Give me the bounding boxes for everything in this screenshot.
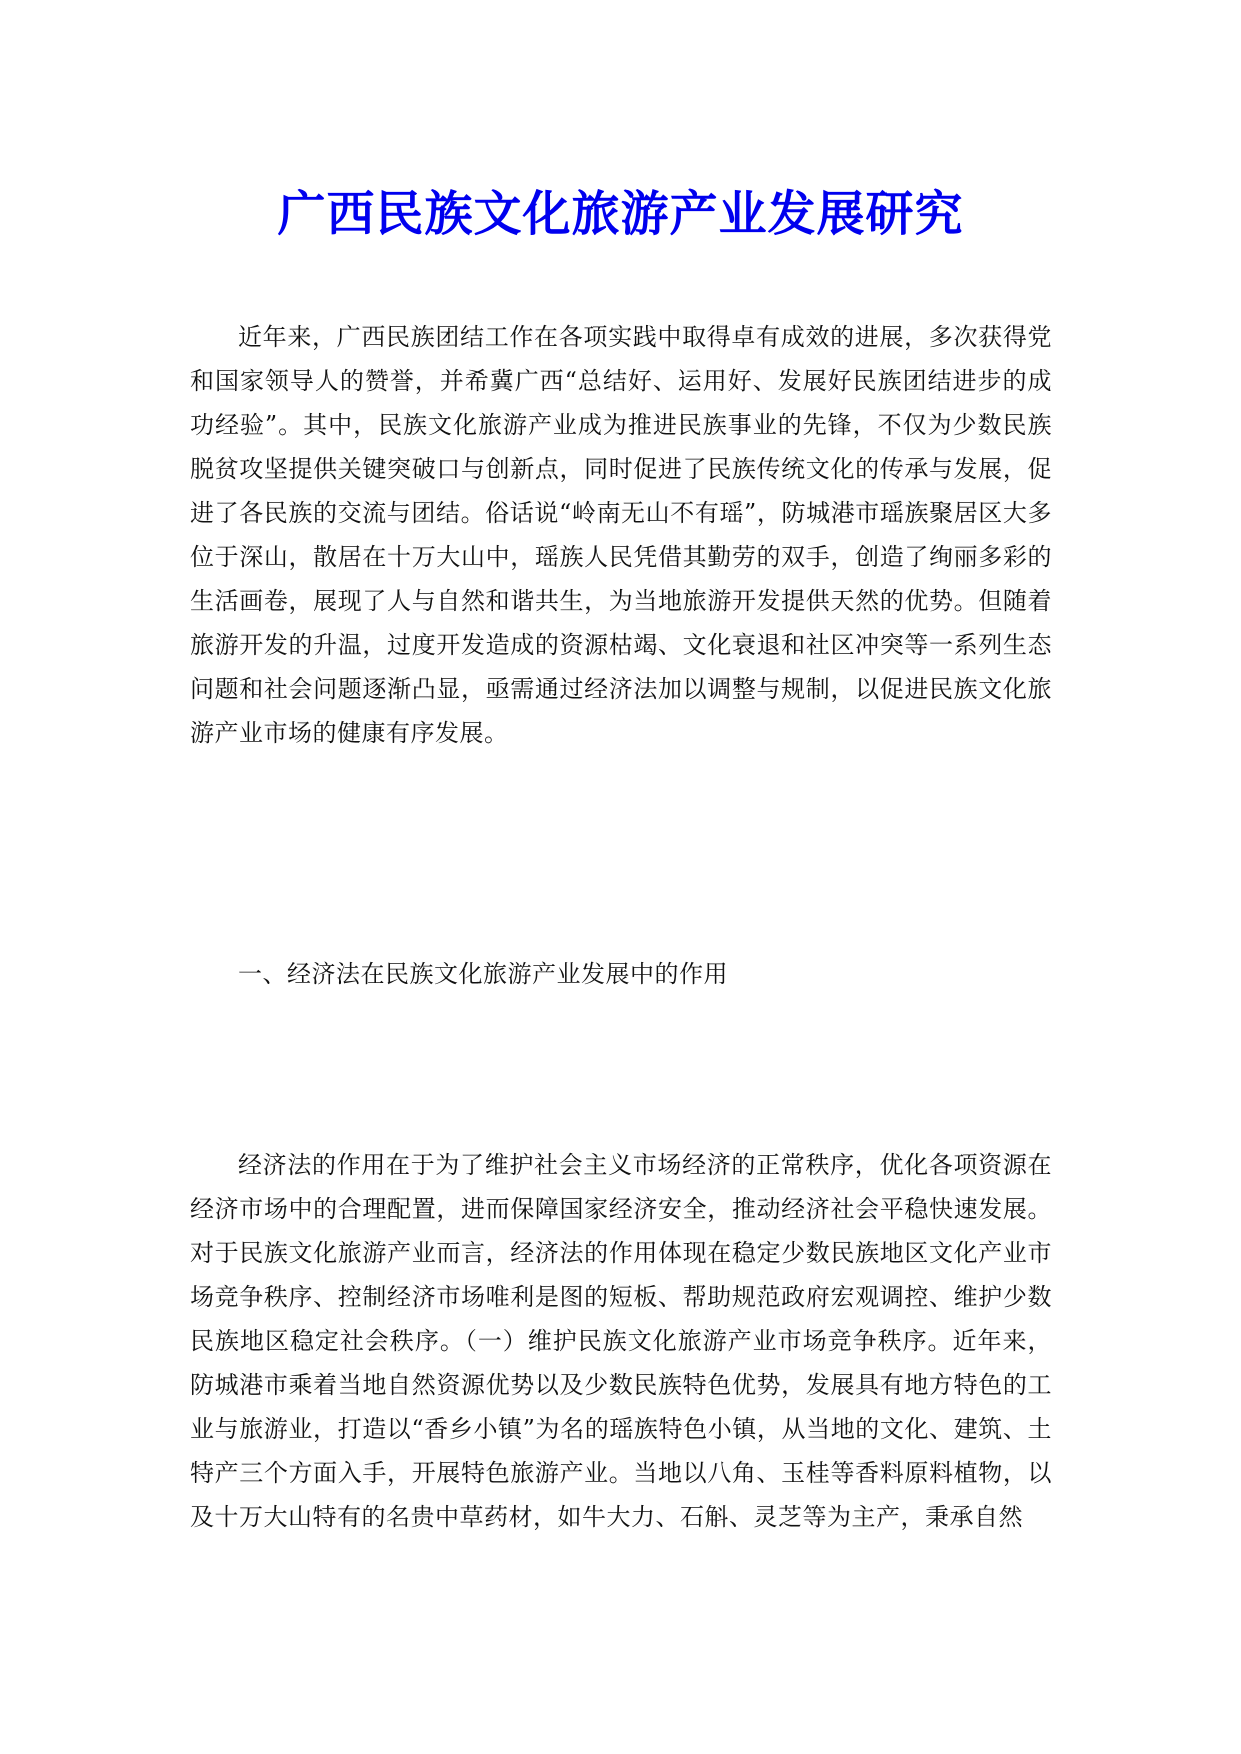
- intro-paragraph: 近年来，广西民族团结工作在各项实践中取得卓有成效的进展，多次获得党和国家领导人的赞誉，并希冀广西“总结好、运用好、发展好民族团结进步的成功经验”。其中，民族文化旅游产业成为推进民族事业的先锋，不仅为少数民族脱贫攻坚提供关键突破口与创新点，同时促进了民族传统文化的传承与发展，促进了各民族的交流与团结。俗话说“岭南无山不有瑶”，防城港市瑶族聚居区大多位于深山，散居在十万大山中，瑶族人民凭借其勤劳的双手，创造了绚丽多彩的生活画卷，展现了人与自然和谐共生，为当地旅游开发提供天然的优势。但随着旅游开发的升温，过度开发造成的资源枯竭、文化衰退和社区冲突等一系列生态问题和社会问题逐渐凸显，亟需通过经济法加以调整与规制，以促进民族文化旅游产业市场的健康有序发展。: [190, 323, 1052, 747]
- section-heading: 一、经济法在民族文化旅游产业发展中的作用: [238, 960, 728, 988]
- section-body-paragraph: 经济法的作用在于为了维护社会主义市场经济的正常秩序，优化各项资源在经济市场中的合理配置，进而保障国家经济安全，推动经济社会平稳快速发展。对于民族文化旅游产业而言，经济法的作用体现在稳定少数民族地区文化产业市场竞争秩序、控制经济市场唯利是图的短板、帮助规范政府宏观调控、维护少数民族地区稳定社会秩序。（一）维护民族文化旅游产业市场竞争秩序。近年来，防城港市乘着当地自然资源优势以及少数民族特色优势，发展具有地方特色的工业与旅游业，打造以“香乡小镇”为名的瑶族特色小镇，从当地的文化、建筑、土特产三个方面入手，开展特色旅游产业。当地以八角、玉桂等香料原料植物，以及十万大山特有的名贵中草药材，如牛大力、石斛、灵芝等为主产，秉承自然: [190, 1151, 1052, 1531]
- document-title: 广西民族文化旅游产业发展研究: [277, 186, 964, 243]
